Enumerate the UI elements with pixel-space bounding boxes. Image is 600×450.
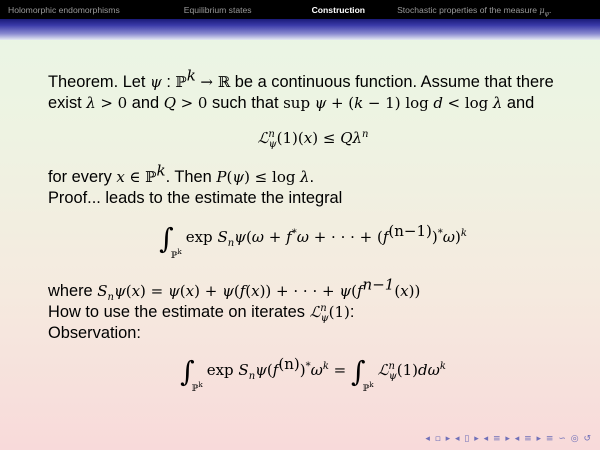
integral-formula: $\int_{ℙ^k}\exp$ $S_n\psi(\omega + f^*\omega$ + · · · + $(f^{(n-1)})^*\omega)^k$ <box>159 222 467 261</box>
observation-formula: $\int_{ℙ^k}\exp$ $S_n\psi(f^{(n)})^*\omega^k$ = $\int_{ℙ^k}ℒ^n_\psi(1)d\omega^k$ <box>180 355 446 394</box>
estimate-formula: ℒ$^n_\psi$(1)(x) ≤ $Q\lambda^n$ <box>257 129 369 150</box>
nav-item-construction[interactable]: Construction <box>311 4 366 15</box>
slide-body <box>48 66 578 400</box>
observation-label: Observation: <box>48 324 141 342</box>
for-every-line: for every x ∈ ℙ$^k$. Then P(ψ) ≤ log λ. <box>48 161 315 186</box>
where-line: where $S_n\psi(x) = \psi(x) + \psi(f(x))$ + · · · + $\psi(f^{n-1}(x))$ <box>48 275 421 303</box>
theorem-label: Theorem. <box>48 73 119 91</box>
header-band <box>0 19 600 40</box>
proof-line: Proof... leads to the estimate the integral <box>48 189 343 207</box>
theorem-statement: Theorem. Let ψ : ℙ$^k$ → ℝ be a continuous function. Assume that there exist λ > 0 and Q > 0 such that sup ψ + (k − 1) log d < log λ and <box>48 66 554 112</box>
nav-item-equilibrium-states[interactable]: Equilibrium states <box>183 4 252 15</box>
nav-item-holomorphic-endomorphisms[interactable]: Holomorphic endomorphisms <box>8 4 120 15</box>
how-line: How to use the estimate on iterates ℒ$^n_\psi$(1): <box>48 303 355 324</box>
nav-item-stochastic-properties[interactable]: Stochastic properties of the measure $\mu_\varphi$. <box>397 4 552 18</box>
section-navbar <box>0 0 600 19</box>
beamer-nav-controls[interactable]: ◂ ▫ ▸ ◂ ▯ ▸ ◂ ≡ ▸ ◂ ≡ ▸ ≡ ∽ ◎ ↺ <box>425 434 592 444</box>
